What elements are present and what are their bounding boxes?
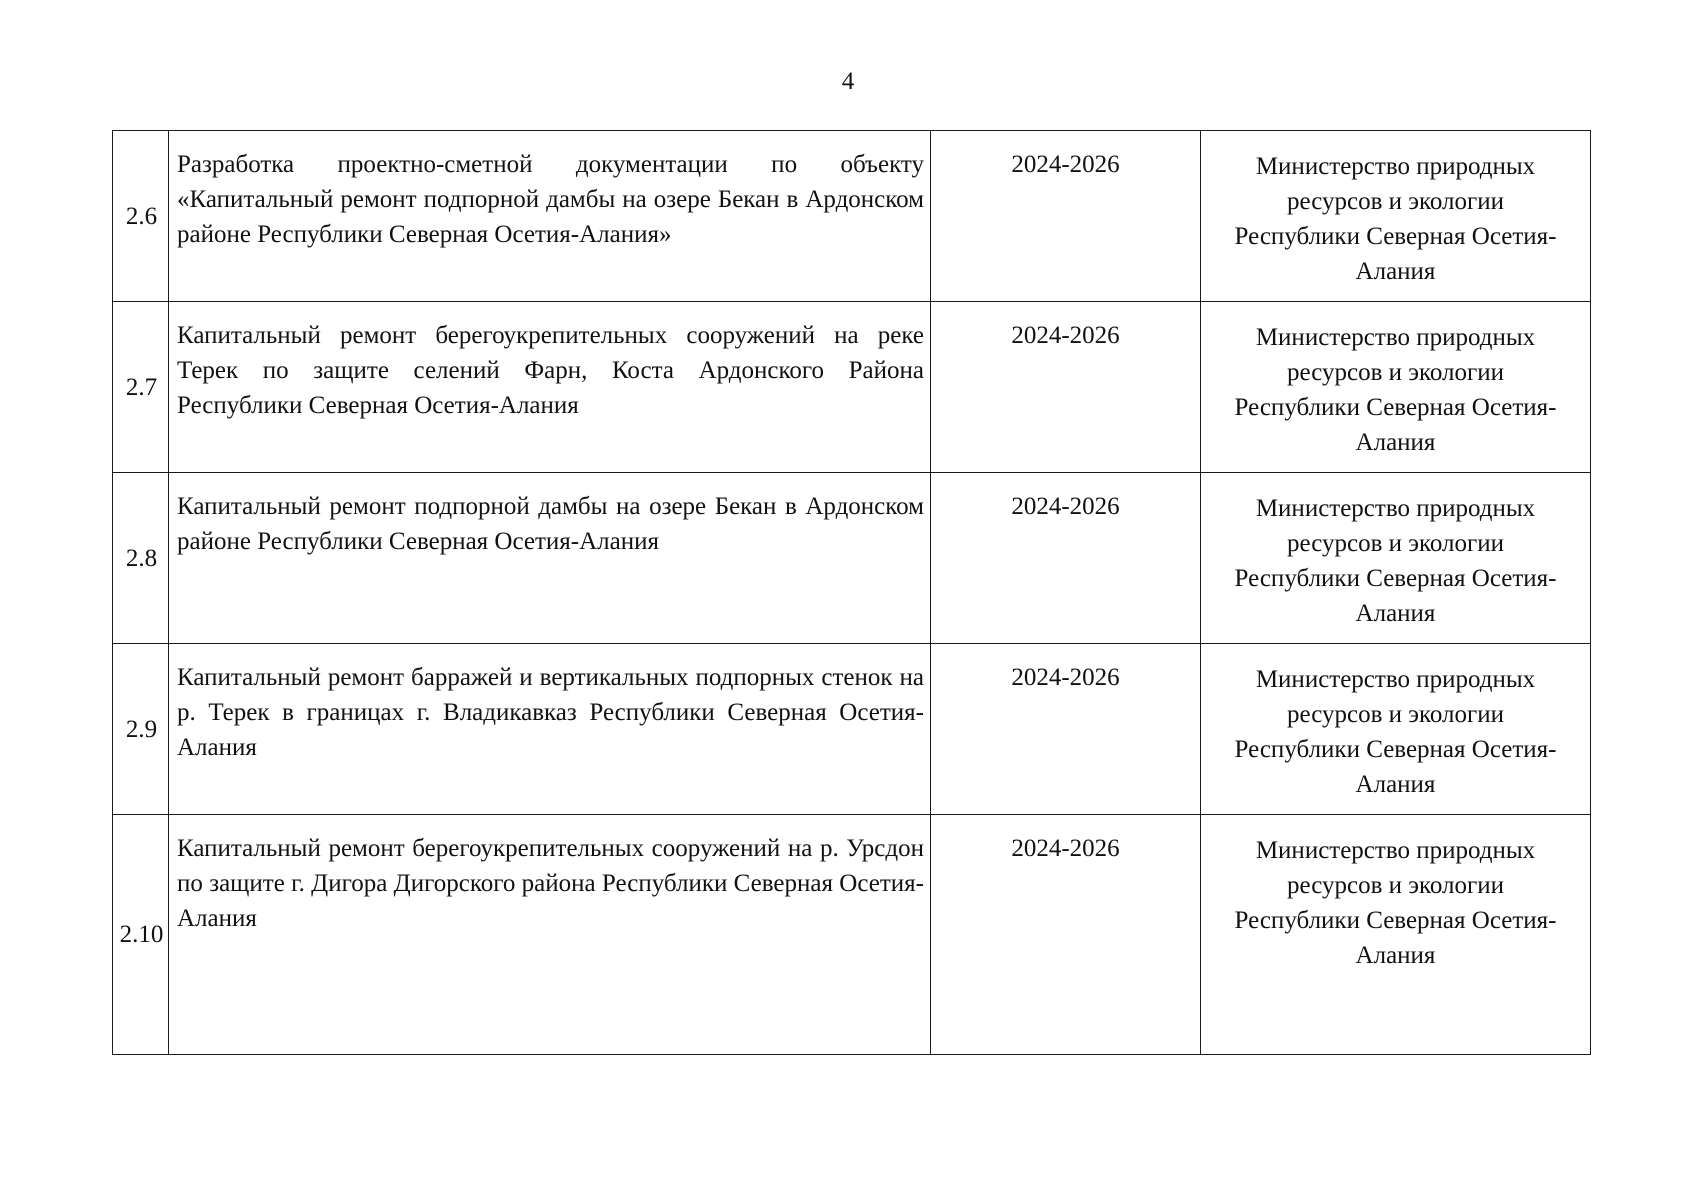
implementation-period: 2024-2026	[931, 815, 1201, 1055]
executor-line: Алания	[1355, 942, 1436, 969]
executor-line: Министерство природных	[1255, 837, 1536, 864]
row-number: 2.10	[113, 815, 169, 1055]
executor-line: ресурсов и экологии	[1286, 701, 1505, 728]
executor-line: Министерство природных	[1255, 324, 1536, 351]
executor-line: Республики Северная Осетия-	[1234, 223, 1557, 250]
measure-name: Разработка проектно-сметной документации по объекту «Капитальный ремонт подпорной дамбы на озере Бекан в Ардонском районе Республики Северная Осетия-Алания»	[169, 131, 931, 302]
executor-line: Республики Северная Осетия-	[1234, 565, 1557, 592]
row-number: 2.9	[113, 644, 169, 815]
row-number: 2.8	[113, 473, 169, 644]
executor-line: Республики Северная Осетия-	[1234, 736, 1557, 763]
executor-line: Республики Северная Осетия-	[1234, 907, 1557, 934]
executor-line: Министерство природных	[1255, 666, 1536, 693]
measures-table	[112, 130, 1591, 1055]
measure-name: Капитальный ремонт берегоукрепительных сооружений на р. Урсдон по защите г. Дигора Дигорского района Республики Северная Осетия-Алания	[169, 815, 931, 1055]
responsible-executor	[1201, 815, 1591, 1055]
table-row	[113, 302, 1591, 473]
executor-line: Алания	[1355, 429, 1436, 456]
responsible-executor	[1201, 131, 1591, 302]
responsible-executor	[1201, 644, 1591, 815]
executor-line: Алания	[1355, 771, 1436, 798]
table-row	[113, 131, 1591, 302]
table-row	[113, 644, 1591, 815]
implementation-period: 2024-2026	[931, 131, 1201, 302]
measure-name: Капитальный ремонт подпорной дамбы на озере Бекан в Ардонском районе Республики Северная Осетия-Алания	[169, 473, 931, 644]
executor-line: Министерство природных	[1255, 495, 1536, 522]
executor-line: ресурсов и экологии	[1286, 188, 1505, 215]
row-number: 2.6	[113, 131, 169, 302]
executor-line: ресурсов и экологии	[1286, 359, 1505, 386]
responsible-executor	[1201, 302, 1591, 473]
table-row	[113, 473, 1591, 644]
row-number: 2.7	[113, 302, 169, 473]
measure-name: Капитальный ремонт берегоукрепительных сооружений на реке Терек по защите селений Фарн, Коста Ардонского Района Республики Северная Осетия-Алания	[169, 302, 931, 473]
executor-line: Министерство природных	[1255, 153, 1536, 180]
page-number: 4	[841, 68, 855, 95]
measure-name: Капитальный ремонт барражей и вертикальных подпорных стенок на р. Терек в границах г. Владикавказ Республики Северная Осетия-Алания	[169, 644, 931, 815]
executor-line: Республики Северная Осетия-	[1234, 394, 1557, 421]
executor-line: Алания	[1355, 258, 1436, 285]
responsible-executor	[1201, 473, 1591, 644]
executor-line: ресурсов и экологии	[1286, 530, 1505, 557]
executor-line: ресурсов и экологии	[1286, 872, 1505, 899]
implementation-period: 2024-2026	[931, 644, 1201, 815]
implementation-period: 2024-2026	[931, 473, 1201, 644]
table-row	[113, 815, 1591, 1055]
implementation-period: 2024-2026	[931, 302, 1201, 473]
executor-line: Алания	[1355, 600, 1436, 627]
